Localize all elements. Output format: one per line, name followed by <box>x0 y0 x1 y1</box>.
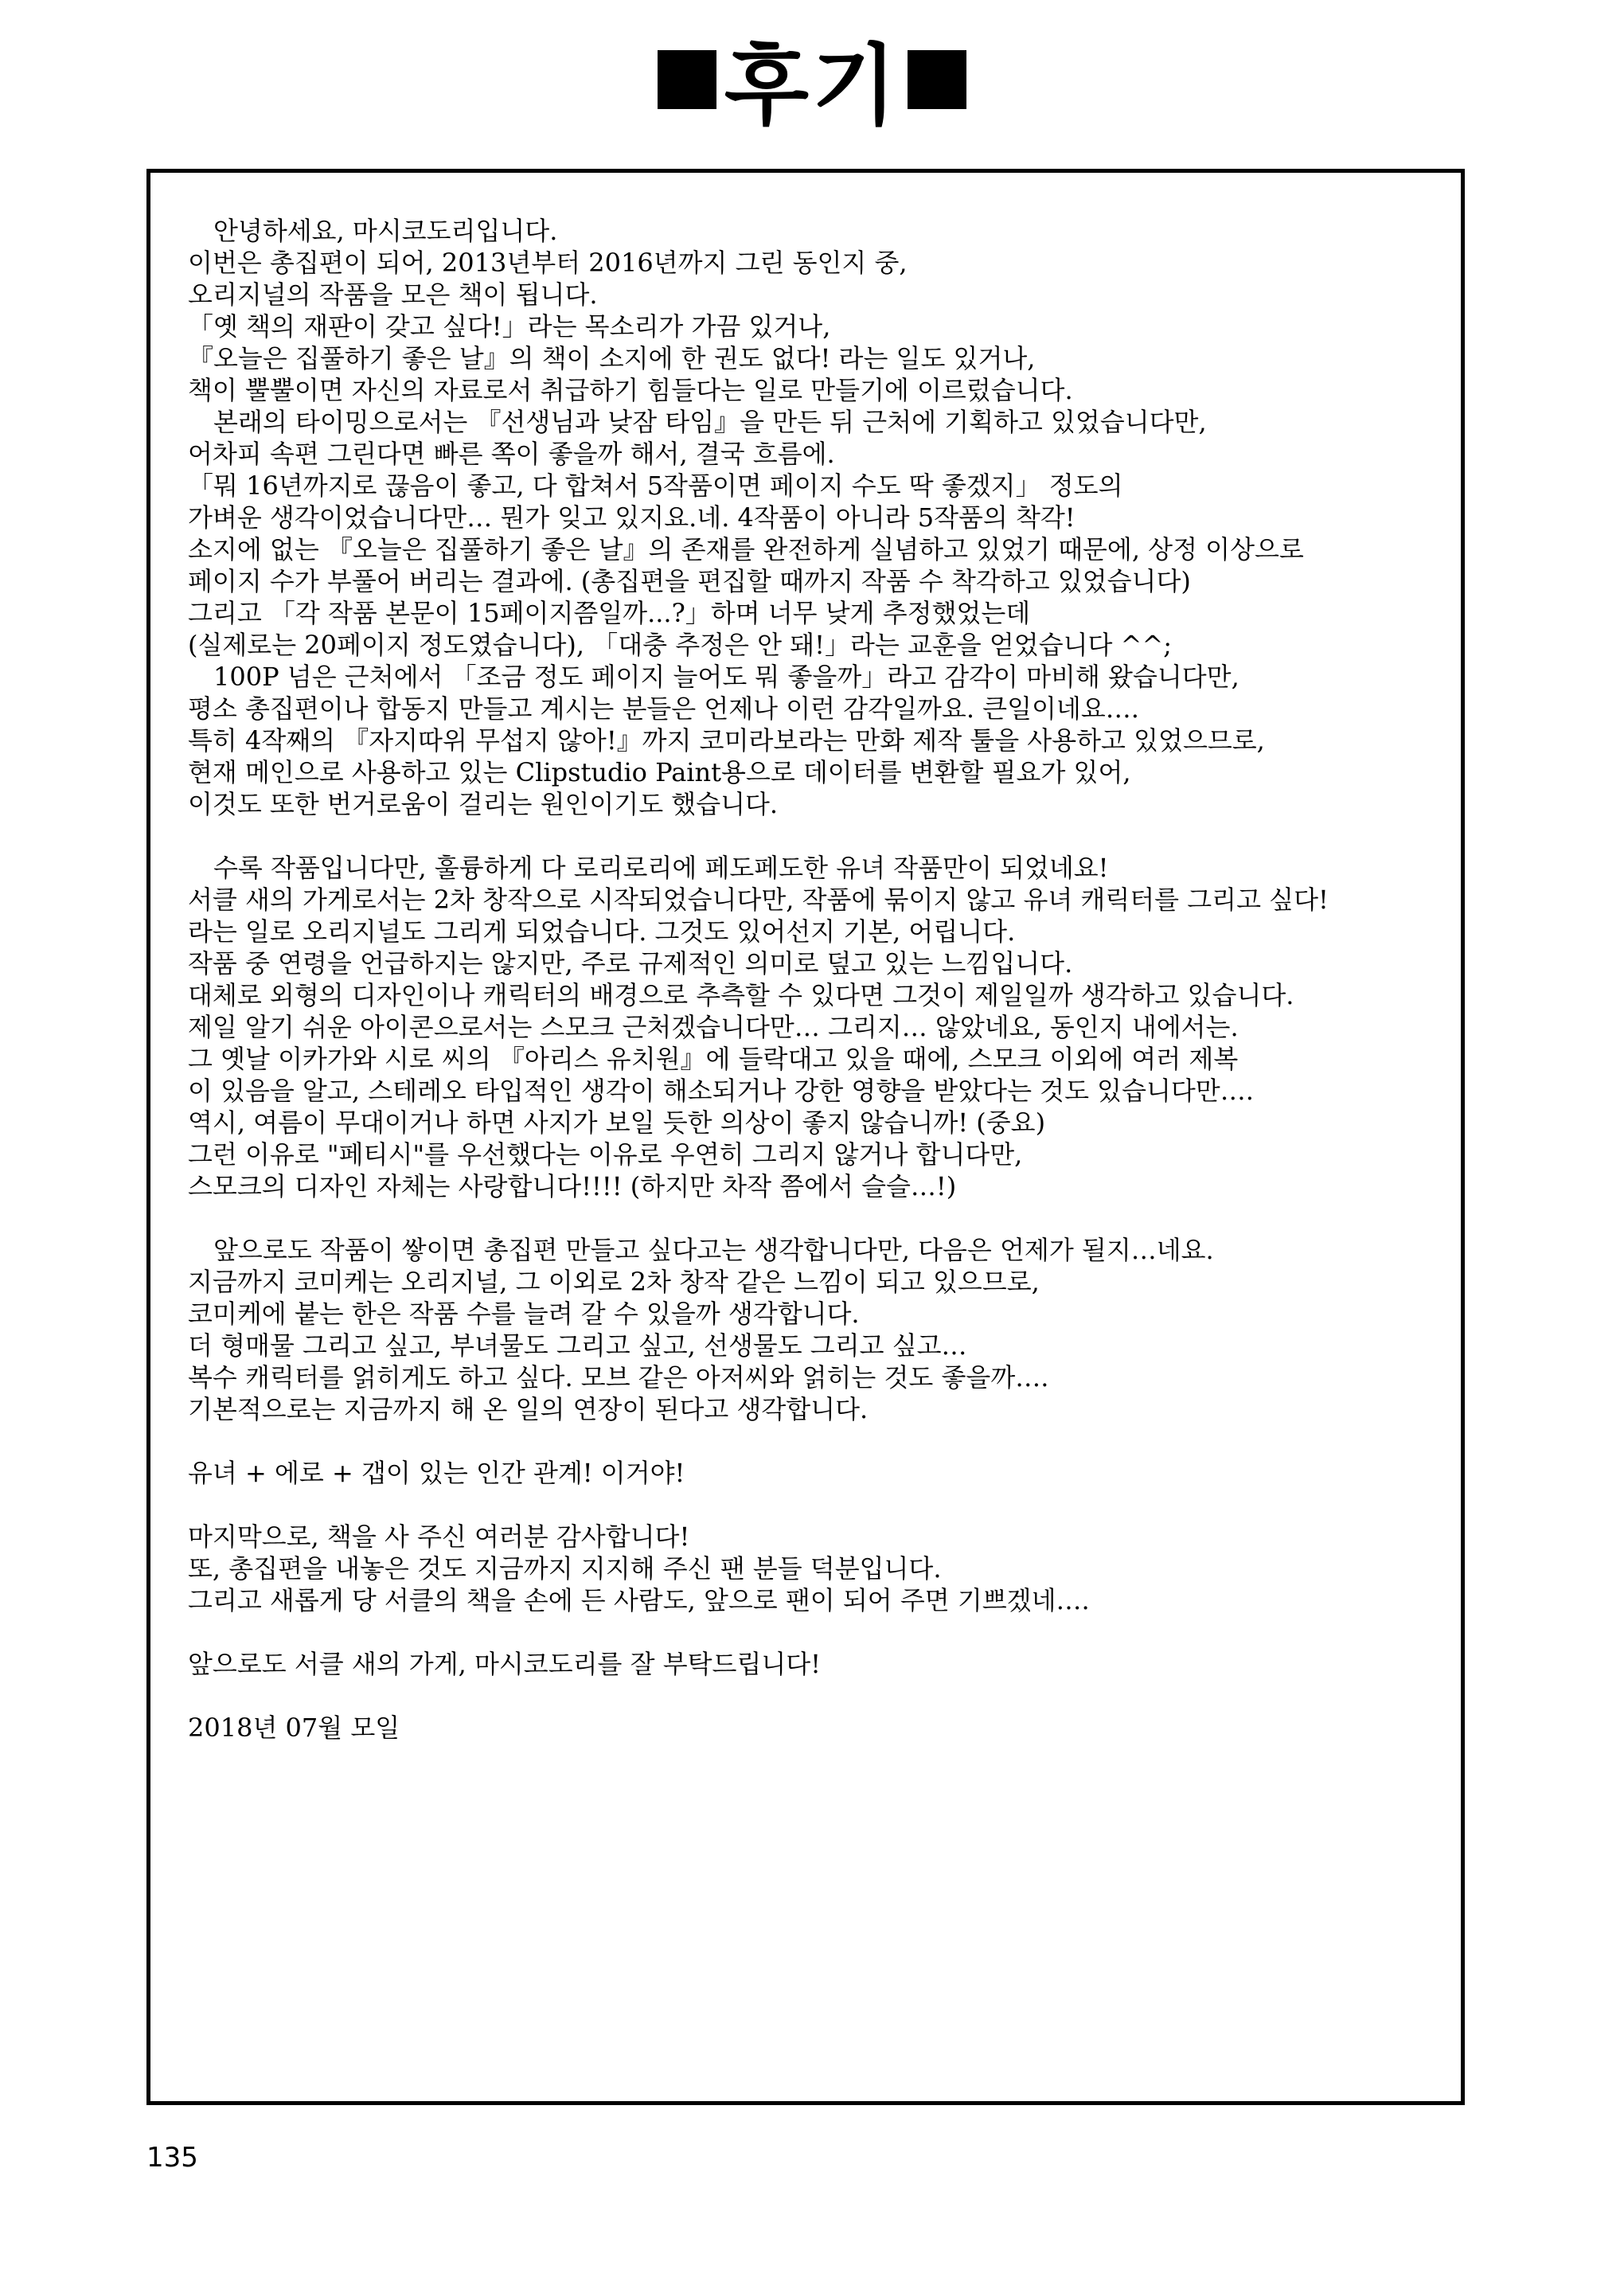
text-line: 「옛 책의 재판이 갖고 싶다!」라는 목소리가 가끔 있거나, <box>188 311 831 342</box>
paragraph <box>188 215 1438 820</box>
text-line: 100P 넘은 근처에서 「조금 정도 페이지 늘어도 뭐 좋을까」라고 감각이 마비해 왔습니다만, <box>188 662 1239 692</box>
text-line: 스모크의 디자인 자체는 사랑합니다!!!! (하지만 차작 쯤에서 슬슬…!) <box>188 1171 957 1201</box>
text-line: 마지막으로, 책을 사 주신 여러분 감사합니다! <box>188 1522 690 1552</box>
text-line: 서클 새의 가게로서는 2차 창작으로 시작되었습니다만, 작품에 묶이지 않고 유녀 캐릭터를 그리고 싶다! <box>188 885 1329 915</box>
paragraph <box>188 1234 1438 1425</box>
text-line: 제일 알기 쉬운 아이콘으로서는 스모크 근처겠습니다만… 그리지… 않았네요, 동인지 내에서는. <box>188 1012 1239 1042</box>
text-line: 현재 메인으로 사용하고 있는 Clipstudio Paint용으로 데이터를 변환할 필요가 있어, <box>188 757 1131 787</box>
text-line: 『오늘은 집풀하기 좋은 날』의 책이 소지에 한 권도 없다! 라는 일도 있거나, <box>188 343 1036 373</box>
text-line: 앞으로도 작품이 쌓이면 총집편 만들고 싶다고는 생각합니다만, 다음은 언제가 될지…네요. <box>188 1235 1214 1265</box>
text-line: 작품 중 연령을 언급하지는 않지만, 주로 규제적인 의미로 덮고 있는 느낌입니다. <box>188 948 1073 979</box>
paragraph-gap <box>188 1489 1438 1521</box>
page-number: 135 <box>146 2142 198 2174</box>
paragraph <box>188 1712 1438 1744</box>
text-line: 안녕하세요, 마시코도리입니다. <box>188 216 558 246</box>
paragraph <box>188 1648 1438 1680</box>
text-line: 더 형매물 그리고 싶고, 부녀물도 그리고 싶고, 선생물도 그리고 싶고… <box>188 1330 967 1361</box>
text-line: 역시, 여름이 무대이거나 하면 사지가 보일 듯한 의상이 좋지 않습니까! (중요) <box>188 1107 1046 1138</box>
paragraph <box>188 1521 1438 1616</box>
text-line: 오리지널의 작품을 모은 책이 됩니다. <box>188 279 598 310</box>
text-line: 페이지 수가 부풀어 버리는 결과에. (총집편을 편집할 때까지 작품 수 착각하고 있었습니다) <box>188 566 1191 596</box>
text-line: (실제로는 20페이지 정도였습니다), 「대충 추정은 안 돼!」라는 교훈을 얻었습니다 ^^; <box>188 630 1173 660</box>
text-line: 앞으로도 서클 새의 가게, 마시코도리를 잘 부탁드립니다! <box>188 1649 822 1679</box>
text-line: 특히 4작째의 『자지따위 무섭지 않아!』까지 코미라보라는 만화 제작 툴을 사용하고 있었으므로, <box>188 725 1265 756</box>
text-line: 지금까지 코미케는 오리지널, 그 이외로 2차 창작 같은 느낌이 되고 있으므로, <box>188 1267 1040 1297</box>
text-line: 「뭐 16년까지로 끊음이 좋고, 다 합쳐서 5작품이면 페이지 수도 딱 좋겠지」 정도의 <box>188 471 1123 501</box>
text-line: 이것도 또한 번거로움이 걸리는 원인이기도 했습니다. <box>188 789 779 819</box>
text-line: 또, 총집편을 내놓은 것도 지금까지 지지해 주신 팬 분들 덕분입니다. <box>188 1553 942 1584</box>
title-text: 후기 <box>724 34 900 137</box>
text-line: 책이 뿔뿔이면 자신의 자료로서 취급하기 힘들다는 일로 만들기에 이르렀습니다. <box>188 375 1073 405</box>
text-line: 그 옛날 이카가와 시로 씨의 『아리스 유치원』에 들락대고 있을 때에, 스모크 이외에 여러 제복 <box>188 1044 1239 1074</box>
title-right-block <box>908 50 966 109</box>
text-line: 소지에 없는 『오늘은 집풀하기 좋은 날』의 존재를 완전하게 실념하고 있었기 때문에, 상정 이상으로 <box>188 534 1304 564</box>
text-line: 유녀 + 에로 + 갭이 있는 인간 관계! 이거야! <box>188 1458 685 1488</box>
text-line: 코미케에 붙는 한은 작품 수를 늘려 갈 수 있을까 생각합니다. <box>188 1299 860 1329</box>
paragraph-gap <box>188 1680 1438 1712</box>
text-line: 대체로 외형의 디자인이나 캐릭터의 배경으로 추측할 수 있다면 그것이 제일일까 생각하고 있습니다. <box>188 980 1294 1010</box>
title-left-block <box>658 50 716 109</box>
text-line: 평소 총집편이나 합동지 만들고 계시는 분들은 언제나 이런 감각일까요. 큰일이네요…. <box>188 693 1139 724</box>
paragraph-gap <box>188 1202 1438 1234</box>
text-line: 기본적으로는 지금까지 해 온 일의 연장이 된다고 생각합니다. <box>188 1394 869 1424</box>
afterword-body <box>188 215 1438 1744</box>
paragraph-gap <box>188 1616 1438 1648</box>
text-line: 그리고 새롭게 당 서클의 책을 손에 든 사람도, 앞으로 팬이 되어 주면 기쁘겠네…. <box>188 1585 1090 1615</box>
text-line: 이번은 총집편이 되어, 2013년부터 2016년까지 그린 동인지 중, <box>188 248 908 278</box>
text-line: 그런 이유로 "페티시"를 우선했다는 이유로 우연히 그리지 않거나 합니다만, <box>188 1139 1023 1170</box>
text-line: 가벼운 생각이었습니다만… 뭔가 잊고 있지요.네. 4작품이 아니라 5작품의 착각! <box>188 502 1076 533</box>
paragraph <box>188 852 1438 1202</box>
text-line: 2018년 07월 모일 <box>188 1713 400 1743</box>
text-line: 어차피 속편 그린다면 빠른 쪽이 좋을까 해서, 결국 흐름에. <box>188 439 835 469</box>
paragraph <box>188 1457 1438 1489</box>
page-title <box>0 24 1624 142</box>
text-line: 본래의 타이밍으로서는 『선생님과 낮잠 타임』을 만든 뒤 근처에 기획하고 있었습니다만, <box>188 407 1207 437</box>
paragraph-gap <box>188 820 1438 852</box>
text-line: 라는 일로 오리지널도 그리게 되었습니다. 그것도 있어선지 기본, 어립니다. <box>188 916 1016 947</box>
text-line: 복수 캐릭터를 얽히게도 하고 싶다. 모브 같은 아저씨와 얽히는 것도 좋을까…. <box>188 1362 1049 1393</box>
text-line: 이 있음을 알고, 스테레오 타입적인 생각이 해소되거나 강한 영향을 받았다는 것도 있습니다만…. <box>188 1076 1254 1106</box>
text-line: 수록 작품입니다만, 훌륭하게 다 로리로리에 페도페도한 유녀 작품만이 되었네요! <box>188 853 1109 883</box>
text-line: 그리고 「각 작품 본문이 15페이지쯤일까...?」하며 너무 낮게 추정했었는데 <box>188 598 1031 628</box>
paragraph-gap <box>188 1425 1438 1457</box>
